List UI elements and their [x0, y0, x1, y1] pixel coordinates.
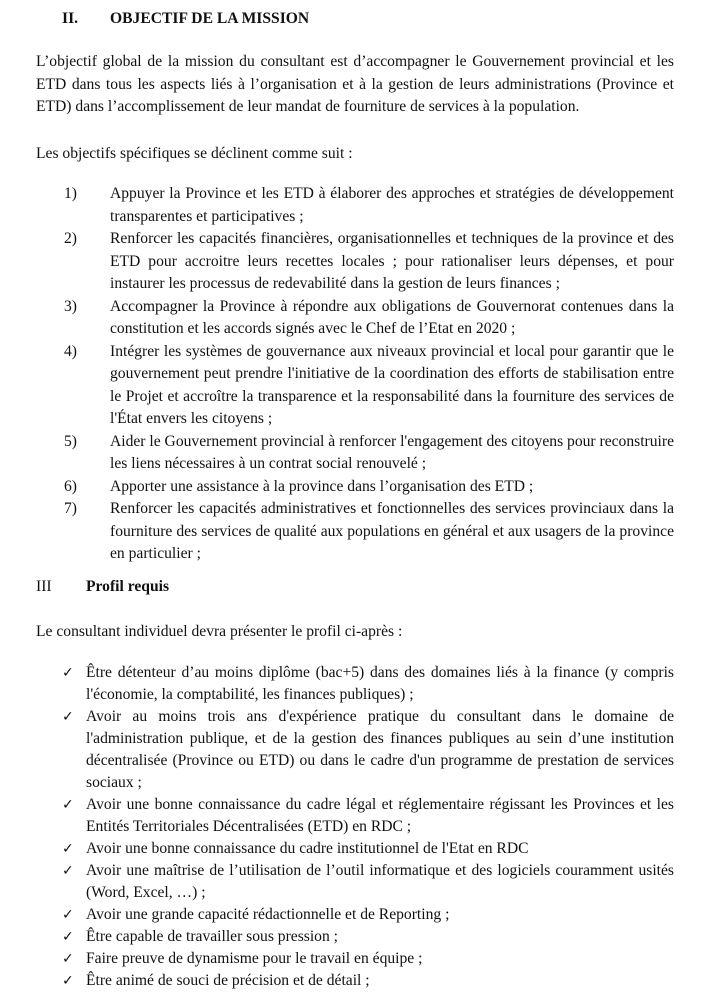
- list-item-text: Appuyer la Province et les ETD à élaborer des approches et stratégies de développement transparentes et participatives ;: [110, 185, 674, 225]
- check-icon: ✓: [62, 929, 74, 945]
- section-2-number: II.: [62, 10, 79, 27]
- list-item: [0, 948, 711, 970]
- list-item: [0, 498, 711, 566]
- profile-intro: Le consultant individuel devra présenter le profil ci-après :: [36, 623, 403, 640]
- section-3-title: Profil requis: [86, 578, 170, 595]
- list-item-text: Avoir une grande capacité rédactionnelle et de Reporting ;: [86, 906, 450, 923]
- list-item: [0, 228, 711, 296]
- list-item-number: 4): [64, 342, 77, 360]
- list-item: [0, 926, 711, 948]
- list-item-text: Être capable de travailler sous pression ;: [86, 928, 339, 945]
- list-item-text: Avoir une maîtrise de l’utilisation de l’outil informatique et des logiciels couramment usités (Word, Excel, …) ;: [86, 862, 674, 901]
- list-item-text: Renforcer les capacités financières, organisationnelles et techniques de la province et des ETD pour accroitre leurs recettes locales ; pour rationaliser leurs dépenses, et pour instaurer les processus de redevabilité dans la gestion de leurs finances ;: [110, 230, 674, 292]
- list-item-text: Avoir une bonne connaissance du cadre institutionnel de l'Etat en RDC: [86, 840, 529, 857]
- list-item-text: Être animé de souci de précision et de détail ;: [86, 972, 370, 989]
- list-item-number: 7): [64, 500, 77, 517]
- list-item-text: Renforcer les capacités administratives et fonctionnelles des services provinciaux dans la fourniture des services de qualité aux populations en général et aux usagers de la province en particulier ;: [110, 500, 674, 562]
- list-item: [0, 662, 711, 706]
- section-2-title: OBJECTIF DE LA MISSION: [110, 10, 310, 27]
- objectives-list: [0, 183, 711, 566]
- list-item: [0, 431, 711, 476]
- list-item: [0, 183, 711, 228]
- list-item-text: Faire preuve de dynamisme pour le travail en équipe ;: [86, 950, 423, 967]
- list-item: [0, 904, 711, 926]
- list-item-number: 5): [64, 432, 77, 450]
- check-icon: ✓: [62, 709, 74, 725]
- list-item-text: Apporter une assistance à la province dans l’organisation des ETD ;: [110, 477, 534, 495]
- list-item-text: Aider le Gouvernement provincial à renforcer l'engagement des citoyens pour reconstruire les liens nécessaires à un contrat social renouvelé ;: [110, 432, 674, 472]
- section-2-intro: L’objectif global de la mission du consultant est d’accompagner le Gouvernement provincial et les ETD dans tous les aspects liés à l’organisation et à la gestion de leurs administrations (Province et ETD) dans l’accomplissement de leur mandat de fourniture de services à la population.: [36, 53, 674, 115]
- list-item-number: 1): [64, 185, 77, 202]
- list-item-number: 6): [64, 477, 77, 495]
- list-item: [0, 860, 711, 904]
- list-item: [0, 296, 711, 341]
- section-3-number: III: [36, 578, 52, 595]
- check-icon: ✓: [62, 951, 74, 967]
- check-icon: ✓: [62, 841, 74, 857]
- list-item: [0, 341, 711, 431]
- list-item-number: 2): [64, 230, 77, 247]
- list-item: [0, 970, 711, 992]
- list-item-text: Accompagner la Province à répondre aux obligations de Gouvernorat contenues dans la constitution et les accords signés avec le Chef de l’Etat en 2020 ;: [110, 297, 674, 337]
- check-icon: ✓: [62, 973, 74, 989]
- list-item: [0, 476, 711, 499]
- list-item-number: 3): [64, 297, 77, 315]
- check-icon: ✓: [62, 797, 74, 813]
- check-icon: ✓: [62, 863, 74, 879]
- requirements-list: [0, 662, 711, 992]
- list-item: [0, 838, 711, 860]
- specific-objectives-intro: Les objectifs spécifiques se déclinent comme suit :: [36, 145, 353, 162]
- list-item: [0, 706, 711, 794]
- list-item: [0, 794, 711, 838]
- list-item-text: Intégrer les systèmes de gouvernance aux niveaux provincial et local pour garantir que le gouvernement peut prendre l'initiative de la coordination des efforts de stabilisation entre le Projet et accroître la transparence et la responsabilité dans la fourniture des services de l'État envers les citoyens ;: [110, 342, 674, 427]
- list-item-text: Avoir au moins trois ans d'expérience pratique du consultant dans le domaine de l'administration publique, et de la gestion des finances publiques au sein d’une institution décentralisée (Province ou ETD) ou dans le cadre d'un programme de prestation de services sociaux ;: [86, 708, 674, 791]
- list-item-text: Être détenteur d’au moins diplôme (bac+5) dans des domaines liés à la finance (y compris l'économie, la comptabilité, les finances publiques) ;: [86, 664, 674, 703]
- check-icon: ✓: [62, 907, 74, 923]
- list-item-text: Avoir une bonne connaissance du cadre légal et réglementaire régissant les Provinces et les Entités Territoriales Décentralisées (ETD) en RDC ;: [86, 796, 674, 835]
- check-icon: ✓: [62, 665, 74, 681]
